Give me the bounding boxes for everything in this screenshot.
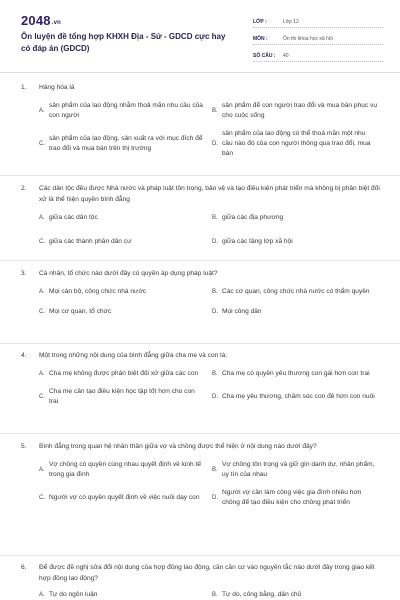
option-key: B. [212, 592, 218, 598]
header-divider [0, 72, 400, 73]
option-key: A. [39, 108, 45, 114]
option-text: giữa các tầng lớp xã hội [222, 238, 293, 245]
answer-options [21, 369, 381, 407]
option-key: C. [39, 239, 45, 245]
option-c[interactable] [39, 237, 208, 247]
meta-label: SỐ CÂU : [253, 53, 276, 59]
question-text: Bình đẳng trong quan hệ nhân thân giữa vợ và chồng được thể hiện ở nội dung nào dưới đây? [39, 443, 317, 450]
option-key: D. [212, 239, 218, 245]
question-2 [21, 183, 381, 247]
option-key: C. [39, 141, 45, 147]
option-a[interactable] [39, 213, 208, 223]
option-text: Tự do, công bằng, dân chủ [222, 591, 302, 598]
option-text: Người vợ có quyền quyết định về việc nuôi dạy con [49, 494, 200, 501]
question-stem [21, 82, 381, 93]
option-key: A. [39, 215, 45, 221]
question-number: 2. [21, 185, 27, 192]
option-text: Người vợ cần làm công việc gia đình nhiều hơn chồng để tạo điều kiện cho chồng phát triển [222, 489, 362, 506]
question-text: Để được đề nghị sửa đổi nội dung của hợp đồng lao động, cần căn cứ vào nguyên tắc nào dưới đây trong giao kết hợp đồng lao động? [39, 564, 375, 582]
option-text: sản phẩm của lao động có thể thoả mãn một nhu cầu nào đó của con người thông qua trao đổi, mua bán [222, 130, 371, 157]
option-key: D. [212, 141, 218, 147]
option-text: Cha mẹ có quyền yêu thương con gái hơn con trai [222, 370, 370, 377]
option-text: Vợ chồng tôn trọng và giữ gìn danh dự, nhân phẩm, uy tín của nhau [222, 461, 375, 478]
meta-label: LỚP : [253, 19, 267, 25]
option-text: Mọi cán bộ, công chức nhà nước [49, 288, 147, 295]
meta-value: 40 [283, 53, 289, 59]
option-c[interactable] [39, 387, 208, 407]
option-text: giữa các thành phần dân cư [49, 238, 132, 245]
option-d[interactable] [212, 307, 381, 317]
option-key: D. [212, 394, 218, 400]
option-d[interactable] [212, 488, 381, 508]
question-number: 6. [21, 564, 27, 571]
option-key: B. [212, 215, 218, 221]
question-6 [21, 562, 381, 600]
logo-main: 2048 [21, 13, 51, 28]
option-c[interactable] [39, 307, 208, 317]
option-b[interactable] [212, 287, 381, 297]
option-key: A. [39, 289, 45, 295]
question-3 [21, 268, 381, 317]
question-stem [21, 268, 381, 279]
option-a[interactable] [39, 287, 208, 297]
question-stem [21, 441, 381, 452]
question-divider [0, 555, 400, 556]
option-key: A. [39, 592, 45, 598]
question-divider [0, 260, 400, 261]
document-title: Ôn luyện đề tổng hợp KHXH Địa - Sử - GDCD cực hay có đáp án (GDCD) [21, 32, 226, 53]
question-text: Cá nhân, tổ chức nào dưới đây có quyền áp dụng pháp luật? [39, 270, 218, 277]
option-d[interactable] [212, 237, 381, 247]
meta-row-class [253, 14, 383, 28]
question-text: Một trong những nội dung của bình đẳng giữa cha mẹ và con là: [39, 352, 228, 359]
option-text: Cha mẹ cần tạo điều kiện học tập tốt hơn cho con trai [49, 388, 195, 405]
option-text: Vợ chồng có quyền cùng nhau quyết định về kinh tế trong gia đình [49, 461, 202, 478]
option-a[interactable] [39, 101, 208, 121]
question-divider [0, 433, 400, 434]
option-text: Mọi cơ quan, tổ chức [49, 308, 112, 315]
question-number: 5. [21, 443, 27, 450]
question-number: 3. [21, 270, 27, 277]
question-text: Hàng hóa là [39, 84, 75, 91]
option-key: A. [39, 371, 45, 377]
question-divider [0, 343, 400, 344]
option-text: sản phẩm để con người trao đổi và mua bán phục vụ cho cuộc sống [222, 102, 377, 119]
answer-options [21, 101, 381, 159]
question-stem [21, 350, 381, 361]
option-c[interactable] [39, 129, 208, 159]
question-stem [21, 183, 381, 205]
option-text: Mọi công dân [222, 308, 262, 315]
option-key: D. [212, 495, 218, 501]
option-text: Cha mẹ yêu thương, chăm sóc con đẻ hơn con nuôi [222, 393, 375, 400]
option-key: C. [39, 495, 45, 501]
document-meta [253, 14, 383, 65]
option-b[interactable] [212, 101, 381, 121]
option-key: B. [212, 371, 218, 377]
option-text: giữa các dân tộc [49, 214, 98, 221]
meta-value: Ôn thi khoa học xã hội [283, 36, 333, 42]
document-header [0, 0, 400, 70]
option-key: B. [212, 289, 218, 295]
option-a[interactable] [39, 590, 208, 600]
option-a[interactable] [39, 369, 208, 379]
option-text: sản phẩm của lao động nhằm thoả mãn nhu cầu của con người [49, 102, 203, 119]
answer-options [21, 287, 381, 317]
option-text: Tự do ngôn luận [49, 591, 98, 598]
meta-value: Lớp 12 [283, 19, 299, 25]
logo-suffix: .vn [51, 20, 62, 26]
question-divider [0, 175, 400, 176]
site-logo[interactable] [21, 13, 61, 28]
option-key: C. [39, 394, 45, 400]
option-key: B. [212, 467, 218, 473]
question-number: 4. [21, 352, 27, 359]
question-5 [21, 441, 381, 508]
option-b[interactable] [212, 590, 381, 600]
option-b[interactable] [212, 460, 381, 480]
option-d[interactable] [212, 387, 381, 407]
option-key: C. [39, 309, 45, 315]
option-c[interactable] [39, 488, 208, 508]
answer-options [21, 213, 381, 247]
option-a[interactable] [39, 460, 208, 480]
answer-options [21, 460, 381, 508]
question-stem [21, 562, 381, 584]
question-4 [21, 350, 381, 407]
meta-row-subject [253, 31, 383, 45]
option-b[interactable] [212, 369, 381, 379]
option-text: giữa các địa phương [222, 214, 284, 221]
meta-label: MÔN : [253, 36, 268, 42]
option-text: sản phẩm của lao động, sản xuất ra với mục đích để trao đổi và mua bán trên thị trường [49, 135, 203, 152]
option-b[interactable] [212, 213, 381, 223]
meta-row-count [253, 48, 383, 62]
option-key: D. [212, 309, 218, 315]
question-1 [21, 82, 381, 159]
question-number: 1. [21, 84, 27, 91]
option-key: B. [212, 108, 218, 114]
option-text: Các cơ quan, công chức nhà nước có thẩm quyền [222, 288, 370, 295]
option-text: Cha mẹ không được phân biệt đối xử giữa các con [49, 370, 199, 377]
answer-options [21, 590, 381, 600]
option-d[interactable] [212, 129, 381, 159]
option-key: A. [39, 467, 45, 473]
question-text: Các dân tộc đều được Nhà nước và pháp luật tôn trọng, bảo vệ và tạo điều kiện phát triển mà không bị phân biệt đối xử là thể hiện quyền bình đẳng [39, 185, 380, 203]
